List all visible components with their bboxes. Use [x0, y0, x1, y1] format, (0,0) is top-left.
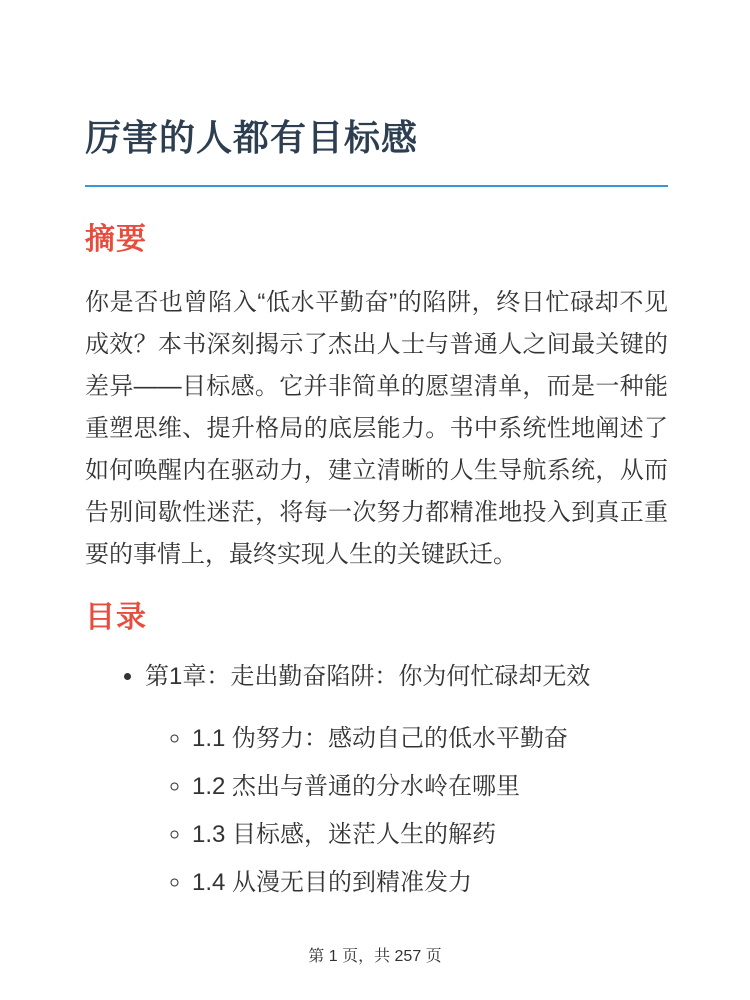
summary-heading: 摘要: [85, 223, 147, 257]
toc-sublist: [145, 724, 668, 898]
toc-section-item: ◦ 1.1 伪努力：感动自己的低水平勤奋: [192, 724, 668, 754]
toc-section-item: ◦ 1.2 杰出与普通的分水岭在哪里: [192, 772, 668, 802]
toc-heading: 目录: [85, 601, 147, 635]
page-number: 第 1 页，共 257 页: [308, 948, 442, 965]
toc-list: [85, 662, 668, 898]
toc-chapter-item: [145, 662, 668, 898]
page-title: 厉害的人都有目标感: [85, 117, 419, 158]
document-content: [0, 116, 750, 898]
toc-section-item: ◦ 1.3 目标感，迷茫人生的解药: [192, 820, 668, 850]
toc-chapter-label: 第1章：走出勤奋陷阱：你为何忙碌却无效: [145, 663, 591, 691]
summary-paragraph: 你是否也曾陷入“低水平勤奋”的陷阱，终日忙碌却不见成效？本书深刻揭示了杰出人士与普通人之间最关键的差异——目标感。它并非简单的愿望清单，而是一种能重塑思维、提升格局的底层能力。书中系统性地阐述了如何唤醒内在驱动力，建立清晰的人生导航系统，从而告别间歇性迷茫，将每一次努力都精准地投入到真正重要的事情上，最终实现人生的关键跃迁。: [85, 289, 668, 569]
title-divider: [85, 185, 668, 187]
toc-section-item: ◦ 1.4 从漫无目的到精准发力: [192, 868, 668, 898]
